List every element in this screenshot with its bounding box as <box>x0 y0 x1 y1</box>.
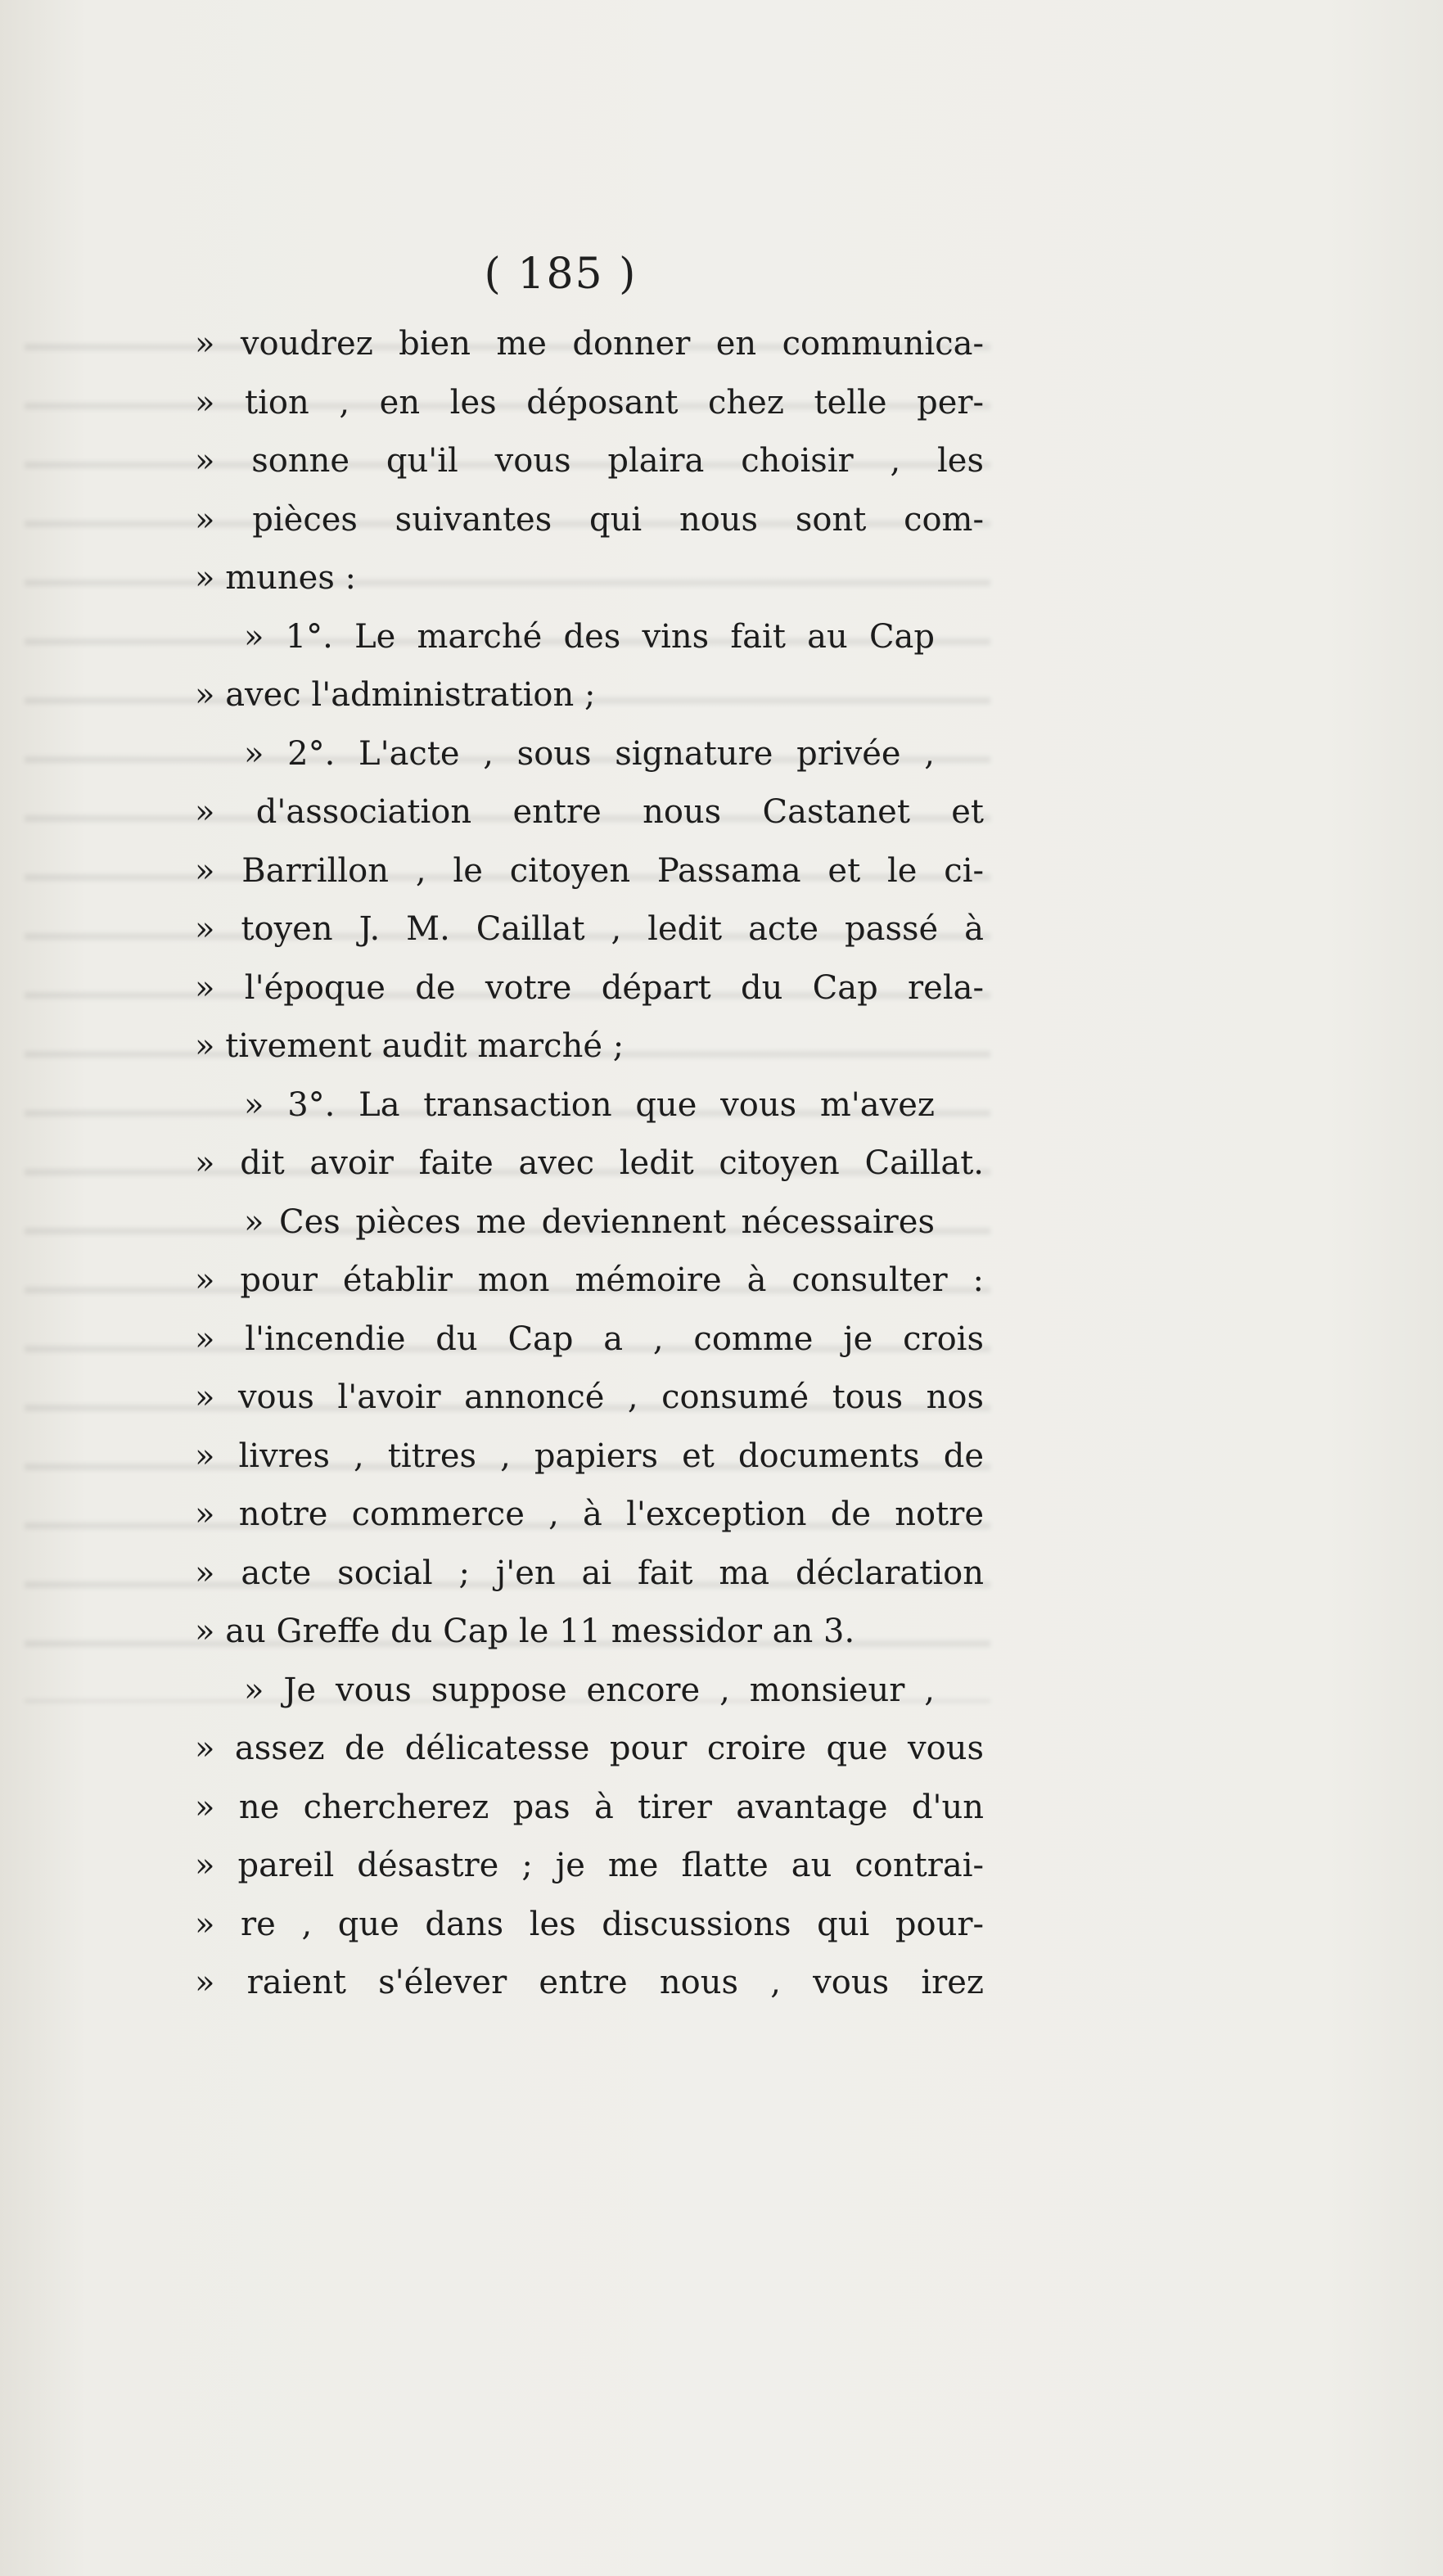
text-line-content: » acte social ; j'en ai fait ma déclaration <box>195 1554 984 1592</box>
text-line-content: » munes : <box>195 559 357 597</box>
text-line <box>195 1662 989 1721</box>
text-line-content: » re , que dans les discussions qui pour- <box>195 1905 984 1943</box>
text-line-content: » 2°. L'acte , sous signature privée , <box>244 734 935 773</box>
text-line-content: » au Greffe du Cap le 11 messidor an 3. <box>195 1613 855 1650</box>
text-line <box>195 1896 989 1955</box>
text-line <box>195 432 989 491</box>
text-line <box>195 1076 989 1135</box>
text-line-content: » livres , titres , papiers et documents de <box>195 1437 984 1475</box>
page-number: ( 185 ) <box>484 250 638 299</box>
text-line <box>195 1720 989 1779</box>
text-line-content: » d'association entre nous Castanet et <box>195 793 984 831</box>
text-line <box>195 1193 989 1252</box>
text-line-content: » pareil désastre ; je me flatte au contrai- <box>195 1847 984 1884</box>
text-line-content: » vous l'avoir annoncé , consumé tous nos <box>195 1378 984 1416</box>
text-line <box>195 608 989 667</box>
text-line-content: » l'incendie du Cap a , comme je crois <box>195 1320 984 1358</box>
text-line <box>195 1954 989 2013</box>
text-line-content: » raient s'élever entre nous , vous irez <box>195 1964 984 2001</box>
text-line-content: » l'époque de votre départ du Cap rela- <box>195 968 984 1007</box>
body-text <box>195 315 989 2013</box>
text-line <box>195 1603 989 1662</box>
text-line-content: » 1°. Le marché des vins fait au Cap <box>244 617 935 656</box>
text-line <box>195 549 989 608</box>
text-line <box>195 1252 989 1311</box>
text-line <box>195 1837 989 1896</box>
text-line-content: » Barrillon , le citoyen Passama et le ci- <box>195 851 984 890</box>
text-line-content: » tion , en les déposant chez telle per- <box>195 383 984 422</box>
text-line <box>195 1779 989 1838</box>
text-line <box>195 491 989 550</box>
text-line-content: » assez de délicatesse pour croire que vous <box>195 1730 984 1767</box>
text-line-content: » Ces pièces me deviennent nécessaires <box>244 1202 935 1241</box>
text-line <box>195 1311 989 1369</box>
text-line-content: » ne chercherez pas à tirer avantage d'un <box>195 1788 984 1826</box>
text-line <box>195 1135 989 1193</box>
text-line <box>195 1486 989 1545</box>
text-line-content: » sonne qu'il vous plaira choisir , les <box>195 442 984 480</box>
text-line-content: » toyen J. M. Caillat , ledit acte passé à <box>195 910 984 948</box>
text-line <box>195 1545 989 1604</box>
text-line-content: » pour établir mon mémoire à consulter : <box>195 1261 984 1299</box>
text-line <box>195 1017 989 1076</box>
text-line-content: » voudrez bien me donner en communica- <box>195 325 984 363</box>
text-line <box>195 315 989 374</box>
text-line <box>195 374 989 433</box>
text-line <box>195 666 989 725</box>
text-line <box>195 900 989 959</box>
text-line-content: » dit avoir faite avec ledit citoyen Caillat. <box>195 1144 984 1182</box>
text-line-content: » Je vous suppose encore , monsieur , <box>244 1671 935 1709</box>
text-line-content: » notre commerce , à l'exception de notre <box>195 1496 984 1533</box>
text-line <box>195 842 989 901</box>
text-line-content: » pièces suivantes qui nous sont com- <box>195 500 984 539</box>
text-line <box>195 725 989 784</box>
text-line <box>195 959 989 1018</box>
text-line <box>195 1428 989 1487</box>
text-line-content: » avec l'administration ; <box>195 676 596 714</box>
text-line-content: » tivement audit marché ; <box>195 1027 625 1065</box>
text-line-content: » 3°. La transaction que vous m'avez <box>244 1085 935 1124</box>
text-line <box>195 1369 989 1428</box>
text-line <box>195 783 989 842</box>
